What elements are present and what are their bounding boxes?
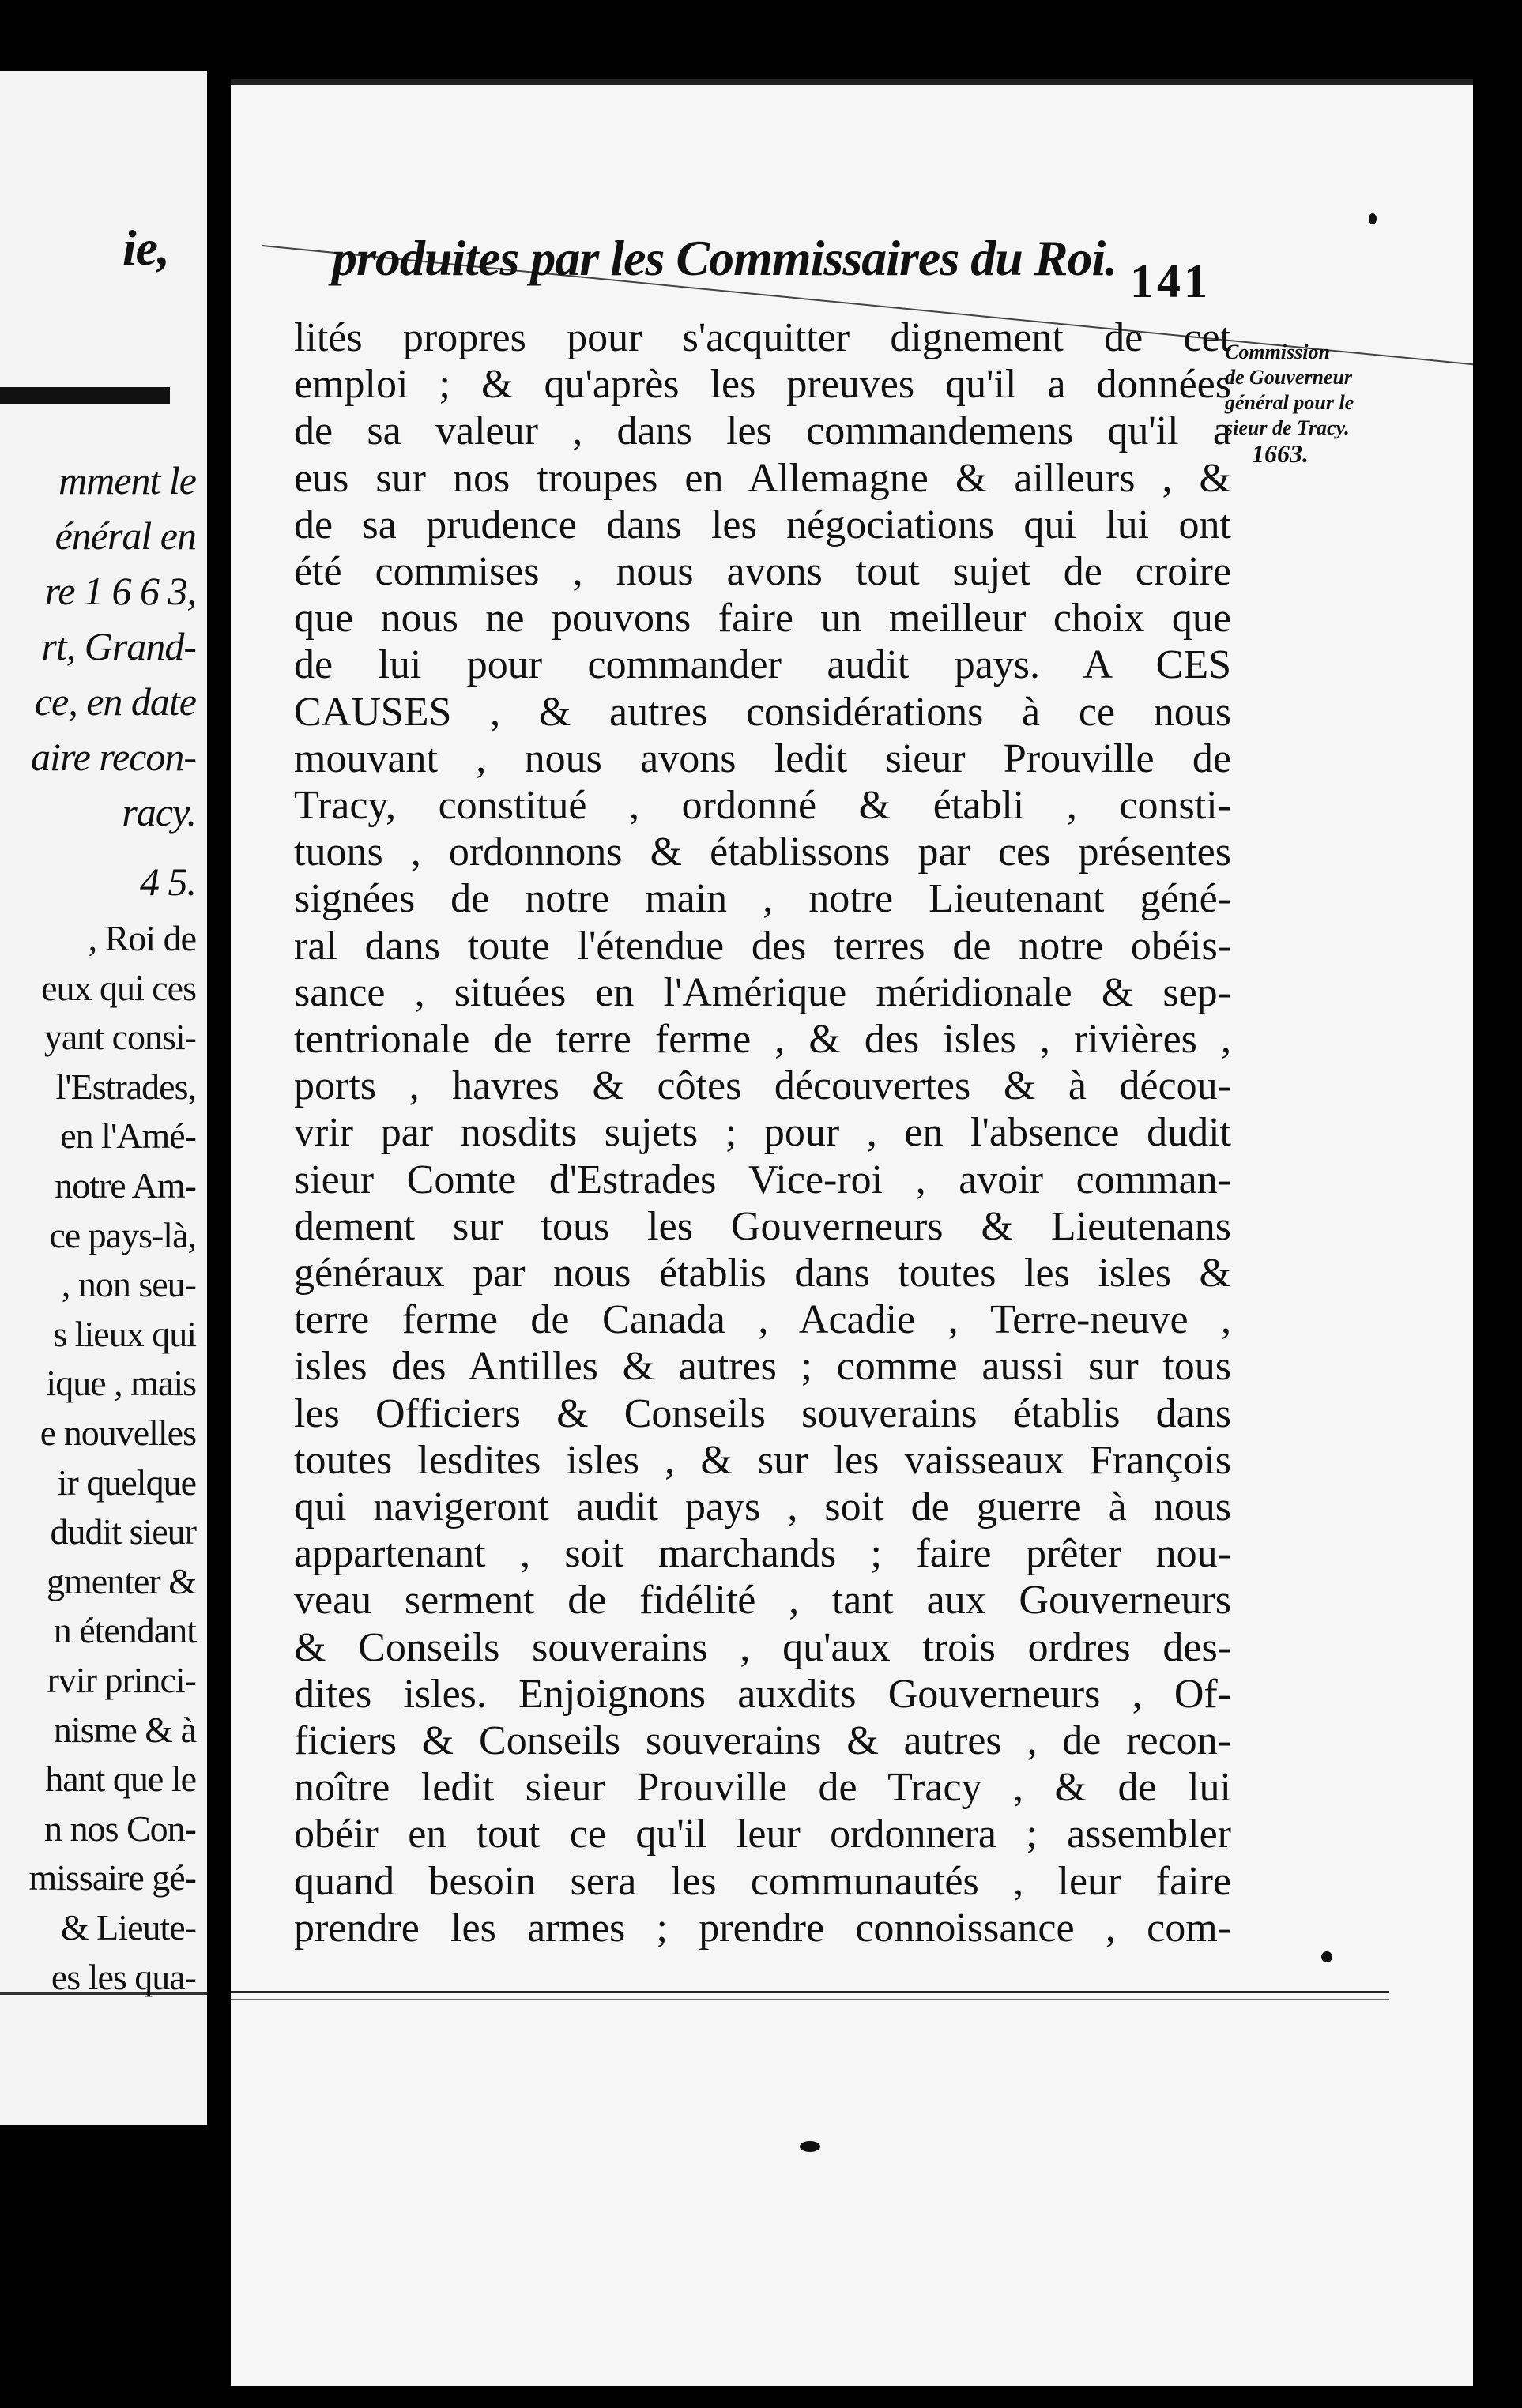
left-page-line: nisme & à	[53, 1709, 196, 1750]
body-line: de sa prudence dans les négociations qui lui ont	[294, 502, 1231, 547]
left-page-line: eux qui ces	[41, 967, 196, 1008]
body-line: obéir en tout ce qu'il leur ordonnera ; assembler	[294, 1812, 1231, 1857]
body-line: dement sur tous les Gouverneurs & Lieutenans	[294, 1203, 1231, 1249]
left-page-line: racy.	[122, 790, 196, 834]
body-line: terre ferme de Canada , Acadie , Terre-neuve ,	[294, 1297, 1231, 1343]
left-page-rule	[0, 387, 170, 404]
left-page-line: s lieux qui	[53, 1313, 196, 1354]
page-number: 141	[1130, 255, 1211, 307]
body-line: isles des Antilles & autres ; comme aussi sur tous	[294, 1344, 1231, 1390]
body-line: tentrionale de terre ferme , & des isles , rivières ,	[294, 1017, 1231, 1062]
margin-note	[1225, 340, 1391, 466]
body-line: emploi ; & qu'après les preuves qu'il a données	[294, 362, 1231, 408]
bottom-rule-thin	[231, 1999, 1389, 2000]
left-page-heading: ie,	[122, 220, 169, 276]
left-page-line: , Roi de	[88, 918, 196, 958]
body-line: les Officiers & Conseils souverains établis dans	[294, 1390, 1231, 1436]
left-page-line: ique , mais	[46, 1363, 196, 1404]
margin-note-line: général pour le	[1225, 391, 1354, 414]
left-page-line: hant que le	[45, 1759, 196, 1800]
body-line: ral dans toute l'étendue des terres de notre obéis-	[294, 923, 1231, 969]
left-page-line: re 1 6 6 3,	[44, 569, 196, 613]
left-page-line: yant consi-	[43, 1017, 196, 1058]
left-page-line: rvir princi-	[47, 1660, 196, 1700]
left-page-line: notre Am-	[55, 1165, 196, 1206]
left-page-line: en l'Amé-	[60, 1116, 196, 1157]
left-page-line: missaire gé-	[28, 1857, 196, 1898]
body-line: lités propres pour s'acquitter dignement de cet	[294, 315, 1231, 360]
ink-speck	[1321, 1951, 1332, 1962]
body-line: sieur Comte d'Estrades Vice-roi , avoir comman-	[294, 1157, 1231, 1202]
body-line: prendre les armes ; prendre connoissance , com-	[294, 1905, 1231, 1951]
running-head: produites par les Commissaires du Roi.	[332, 230, 1117, 286]
body-line: veau serment de fidélité , tant aux Gouverneurs	[294, 1578, 1231, 1624]
body-line: appartenant , soit marchands ; faire prêter nou-	[294, 1531, 1231, 1577]
body-line: de lui pour commander audit pays. A CES	[294, 642, 1231, 688]
body-line: signées de notre main , notre Lieutenant géné-	[294, 876, 1231, 922]
body-line: ports , havres & côtes découvertes & à décou-	[294, 1063, 1231, 1109]
left-page-line: n étendant	[53, 1610, 196, 1651]
left-page-line: ir quelque	[57, 1462, 196, 1503]
left-page-line: n nos Con-	[44, 1808, 196, 1849]
ink-speck	[800, 2141, 820, 2152]
left-page-line: ce, en date	[34, 679, 196, 724]
body-line: généraux par nous établis dans toutes les isles &	[294, 1251, 1231, 1296]
margin-note-line: sieur de Tracy.	[1225, 416, 1350, 439]
margin-note-line: de Gouverneur	[1225, 366, 1353, 389]
ink-speck	[1369, 213, 1377, 224]
left-page-line: 4 5.	[140, 860, 196, 904]
body-line: mouvant , nous avons ledit sieur Prouville de	[294, 736, 1231, 781]
body-line: sance , situées en l'Amérique méridionale & sep-	[294, 969, 1231, 1015]
body-line: CAUSES , & autres considérations à ce nous	[294, 689, 1231, 735]
body-line: dites isles. Enjoignons auxdits Gouverneurs , Of-	[294, 1671, 1231, 1717]
left-page-line: e nouvelles	[40, 1413, 196, 1453]
right-page	[231, 79, 1473, 2386]
left-page-line: mment le	[58, 458, 196, 502]
left-page-line: dudit sieur	[50, 1511, 196, 1552]
margin-note-year: 1663.	[1252, 439, 1309, 468]
left-page-line: l'Estrades,	[55, 1066, 196, 1107]
left-page-line: énéral en	[55, 514, 196, 558]
left-page-line: & Lieute-	[60, 1907, 196, 1947]
left-page-line: es les qua-	[51, 1956, 196, 1997]
body-line: tuons , ordonnons & établissons par ces présentes	[294, 830, 1231, 875]
body-line: de sa valeur , dans les commandemens qu'il a	[294, 408, 1231, 454]
body-line: toutes lesdites isles , & sur les vaisseaux François	[294, 1437, 1231, 1483]
left-page-line: ce pays-là,	[49, 1214, 196, 1255]
body-line: quand besoin sera les communautés , leur faire	[294, 1858, 1231, 1904]
left-page	[0, 71, 207, 2125]
body-line: que nous ne pouvons faire un meilleur choix que	[294, 596, 1231, 642]
body-line: vrir par nosdits sujets ; pour , en l'absence dudit	[294, 1110, 1231, 1156]
body-line: Tracy, constitué , ordonné & établi , consti-	[294, 783, 1231, 828]
left-page-line: aire recon-	[31, 735, 196, 779]
left-page-line: rt, Grand-	[41, 624, 196, 668]
body-line: noître ledit sieur Prouville de Tracy , & de lui	[294, 1765, 1231, 1811]
body-line: & Conseils souverains , qu'aux trois ordres des-	[294, 1624, 1231, 1670]
body-line: ficiers & Conseils souverains & autres , de recon-	[294, 1718, 1231, 1763]
body-line: été commises , nous avons tout sujet de croire	[294, 549, 1231, 594]
margin-note-line: Commission	[1225, 341, 1330, 363]
left-page-line: , non seu-	[61, 1264, 196, 1305]
left-page-line: gmenter &	[47, 1560, 196, 1601]
page-shadow	[231, 79, 1473, 85]
body-line: eus sur nos troupes en Allemagne & ailleurs , &	[294, 455, 1231, 501]
bottom-rule	[231, 1991, 1389, 1993]
body-line: qui navigeront audit pays , soit de guerre à nous	[294, 1484, 1231, 1529]
